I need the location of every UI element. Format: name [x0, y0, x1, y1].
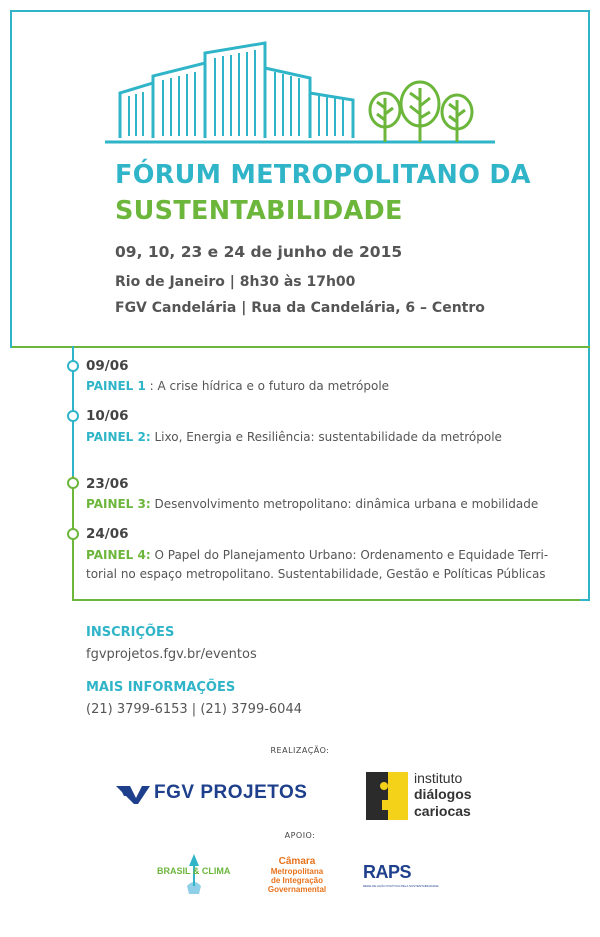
raps-text: RAPS: [363, 862, 412, 882]
camara-title: Câmara: [278, 856, 316, 867]
realizacao-label: REALIZAÇÃO:: [270, 746, 330, 755]
timeline-dot: [67, 360, 79, 372]
registration-link[interactable]: fgvprojetos.fgv.br/eventos: [86, 647, 257, 662]
timeline-dot: [67, 410, 79, 422]
idc-text-3: cariocas: [414, 803, 471, 819]
panel-date: 24/06: [86, 526, 129, 542]
timeline-dot: [67, 477, 79, 489]
panel-date: 09/06: [86, 358, 129, 374]
camara-line-3: de Integração: [270, 876, 323, 885]
panel-description: [86, 546, 548, 584]
raps-subtitle: REDE DE AÇÃO POLÍTICA PELA SUSTENTABILIDADE: [363, 884, 439, 888]
panel-text: A crise hídrica e o futuro da metrópole: [157, 379, 390, 393]
idc-text-2: diálogos: [414, 786, 472, 802]
fgv-projetos-text: FGV PROJETOS: [154, 782, 308, 803]
panel-text: O Papel do Planejamento Urbano: Ordenamento e Equidade Terri-: [154, 548, 549, 562]
panel-text: Desenvolvimento metropolitano: dinâmica urbana e mobilidade: [154, 497, 539, 511]
brasil-clima-logo: [157, 852, 235, 898]
panel-separator: :: [145, 379, 158, 393]
event-location-time: Rio de Janeiro | 8h30 às 17h00: [115, 274, 356, 290]
fgv-projetos-logo: [116, 778, 316, 808]
frame-right-line: [588, 10, 590, 600]
idc-text-1: instituto: [414, 770, 463, 786]
title-line-1: FÓRUM METROPOLITANO DA: [115, 160, 531, 190]
raps-logo: [363, 862, 439, 890]
panel-label: PAINEL 2:: [86, 430, 151, 444]
registration-heading: INSCRIÇÕES: [86, 625, 175, 640]
panel-description: [86, 495, 538, 514]
frame-blue-bottom-right: [580, 599, 590, 601]
camara-line-4: Governamental: [267, 885, 327, 894]
panel-date: 23/06: [86, 476, 129, 492]
fgv-mark-icon: [116, 782, 150, 806]
panel-label: PAINEL 1: [86, 379, 146, 393]
camara-line-2: Metropolitana: [270, 867, 324, 876]
idc-mark-icon: [366, 772, 408, 820]
apoio-label: APOIO:: [284, 831, 316, 840]
city-trees-illustration: [105, 38, 495, 148]
camara-metropolitana-logo: [262, 856, 332, 900]
panel-text: Lixo, Energia e Resiliência: sustentabilidade da metrópole: [154, 430, 502, 444]
more-info-heading: MAIS INFORMAÇÕES: [86, 680, 236, 695]
frame-green-bottom: [72, 599, 590, 601]
panel-description: [86, 377, 389, 396]
title-line-2: SUSTENTABILIDADE: [115, 196, 403, 226]
frame-left-line: [10, 10, 12, 348]
panel-label: PAINEL 4:: [86, 548, 151, 562]
frame-green-top: [12, 346, 590, 348]
brasil-clima-text: BRASIL & CLIMA: [157, 866, 231, 876]
frame-top-line: [12, 10, 590, 12]
panel-date: 10/06: [86, 408, 129, 424]
panel-description: [86, 428, 502, 447]
event-venue: FGV Candelária | Rua da Candelária, 6 – Centro: [115, 300, 485, 316]
panel-text-continued: torial no espaço metropolitano. Sustentabilidade, Gestão e Políticas Públicas: [86, 567, 546, 581]
panel-label: PAINEL 3:: [86, 497, 151, 511]
event-dates: 09, 10, 23 e 24 de junho de 2015: [115, 243, 403, 261]
timeline-dot: [67, 528, 79, 540]
phone-numbers: (21) 3799-6153 | (21) 3799-6044: [86, 702, 302, 717]
instituto-dialogos-cariocas-logo: [366, 770, 526, 822]
